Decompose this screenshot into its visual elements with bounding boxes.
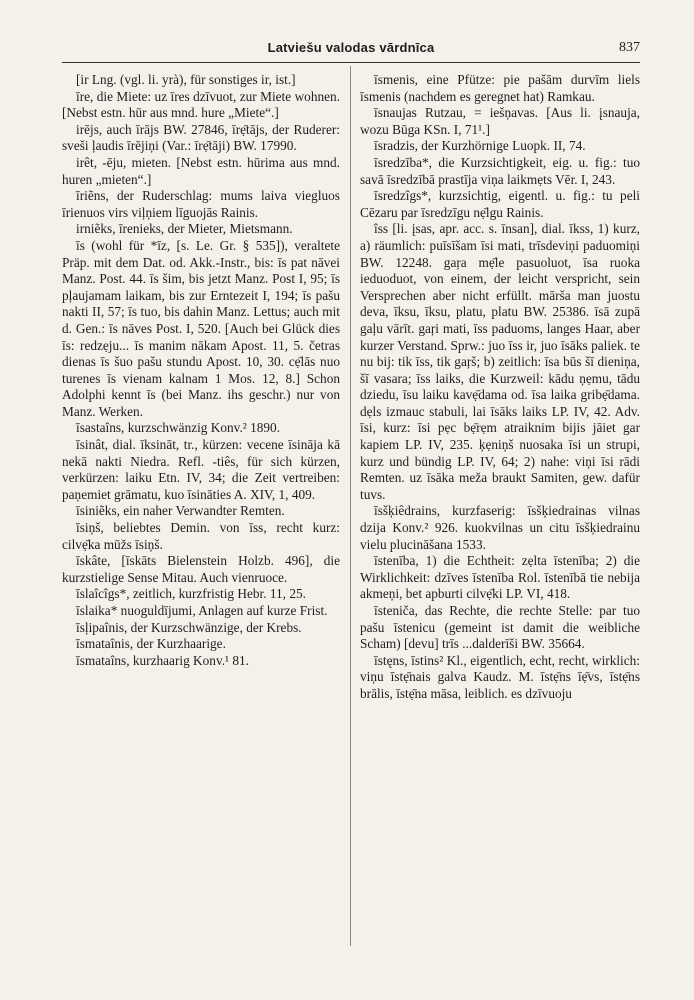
- dictionary-entry: īstenība, 1) die Echtheit: zẹlta īstenība; 2) die Wirklichkeit: dzīves īstenība Rol. īstenībā tie nebija akmeņi, bet apburti cilvẹ̄ki LP. VI, 418.: [360, 553, 640, 602]
- dictionary-entry: īsinât, dial. īksināt, tr., kürzen: vecene īsināja kā nekā nakti Niedra. Refl. -tiês, für sich kürzen, verkürzen: laiku Etn. IV, 34; die Zeit vertreiben: paņemiet grāmatu, kuo īsināties A. XIV, 1, 409.: [62, 437, 340, 502]
- dictionary-entry: īsšķiêdrains, kurzfaserig: īsšķiedrainas vilnas dzija Konv.² 926. kuokvilnas un citu īsšķiedrainu vielu plucināšana 1533.: [360, 503, 640, 552]
- column-divider: [350, 66, 351, 946]
- dictionary-entry: īsiņš, beliebtes Demin. von īss, recht kurz: cilvẹ̄ka mūžs īsiņš.: [62, 520, 340, 552]
- dictionary-entry: īsmenis, eine Pfütze: pie pašām durvīm liels īsmenis (nachdem es geregnet hat) Ramkau.: [360, 72, 640, 104]
- dictionary-entry: īstęns, īstins² Kl., eigentlich, echt, recht, wirklich: viņu īstẹ̄nais galva Kaudz. M. īstẹ̄ns īẹ̄vs, īstẹ̄ns brālis, īstẹ̄na māsa, leiblich. es dzīvuoju: [360, 652, 640, 701]
- dictionary-entry: īsradzis, der Kurzhörnige Luopk. II, 74.: [374, 138, 586, 154]
- dictionary-entry: īsteniča, das Rechte, die rechte Stelle: par tuo pašu īstenicu (gemeint ist damit die weibliche Scham) [devu] trīs ...dalderīši BW. 35664.: [360, 603, 640, 652]
- dictionary-entry: īsļipaînis, der Kurzschwänzige, der Krebs.: [76, 619, 302, 635]
- dictionary-entry: irējs, auch īrājs BW. 27846, īrẹ̄tājs, der Ruderer: sveši ļaudis īrējiņi (Var.: īrẹ̄tāji) BW. 17990.: [62, 121, 340, 154]
- dictionary-entry: īriẽns, der Ruderschlag: mums laiva viegluos īrienuos virs viļņiem līguojās Rainis.: [62, 188, 340, 220]
- dictionary-entry: īslaîcîgs*, zeitlich, kurzfristig Hebr. 11, 25.: [76, 586, 306, 602]
- dictionary-entry: īsredzîgs*, kurzsichtig, eigentl. u. fig.: tu peli Cēzaru par īsredzīgu nẹ̄lgu Rainis.: [360, 188, 640, 220]
- right-column: [360, 72, 640, 952]
- dictionary-entry: īsredzība*, die Kurzsichtigkeit, eig. u. fig.: tuo savā īsredzībā prastīja viņa laikmẹts Vēr. I, 243.: [360, 154, 640, 187]
- dictionary-entry: irniẽks, īrenieks, der Mieter, Mietsmann.: [76, 221, 293, 237]
- dictionary-entry: īsiniẽks, ein naher Verwandter Remten.: [76, 503, 285, 519]
- dictionary-entry: īsnaujas Rutzau, = iešņavas. [Aus li. įsnauja, wozu Būga KSn. I, 71¹.]: [360, 105, 640, 137]
- dictionary-entry: īsastaîns, kurzschwänzig Konv.² 1890.: [76, 420, 281, 436]
- dictionary-entry: īsmataînis, der Kurzhaarige.: [76, 636, 226, 652]
- dictionary-entry: [ir Lng. (vgl. li. yrà), für sonstiges ir, ist.]: [76, 72, 296, 87]
- left-column: [62, 72, 340, 952]
- dictionary-entry: īs (wohl für *īz, [s. Le. Gr. § 535]), veraltete Präp. mit dem Dat. od. Akk.-Instr., bis: īs pat nāvei Manz. Post. 44. īs šim, bis jetzt Manz. Post I, 95; īs pļaujamam laikam, bis zur Erntezeit I, 194; īs pašu nakti II, 57; īs tuo, bis dahin Manz. Lettus; auch mit d. Gen.: īs nāves Post. I, 520. [Auch bei Glück dies īs: redzẹju... īs manim nākam Apost. 11, 5. četras dienas īs šuo pašu stundu Apost. 10, 30. cẹ̄lās nuo turenes īs vienam kalnam 1 Mos. 12, 8.] Schon Adolphi kennt īs (bei Manz. ihs geschr.) nur von Manz. Werken.: [62, 237, 340, 419]
- dictionary-entry: irêt, -ēju, mieten. [Nebst estn. hūrima aus mnd. huren „mieten“.]: [62, 154, 340, 187]
- dictionary-entry: īskâte, [īskāts Bielenstein Holzb. 496], die kurzstielige Sense Mitau. Auch vienruoce.: [62, 553, 340, 585]
- dictionary-entry: īsmataîns, kurzhaarig Konv.¹ 81.: [76, 652, 249, 668]
- page-number: 837: [619, 40, 640, 55]
- dictionary-entry: īslaika* nuoguldījumi, Anlagen auf kurze Frist.: [76, 603, 328, 618]
- running-title: Latviešu valodas vārdnīca: [267, 40, 435, 55]
- dictionary-entry: īre, die Miete: uz īres dzīvuot, zur Miete wohnen. [Nebst estn. hūr aus mnd. hure „Miete“.]: [62, 88, 340, 121]
- dictionary-entry: îss [li. įsas, apr. acc. s. īnsan], dial. īkss, 1) kurz, a) räumlich: puīsīšam īsi mati, trīsdeviņi paduomiņi BW. 12248. gaŗa mẹ̄le pasuoluot, īsa ruoka ieduoduot, von einem, der leicht verspricht, sein Versprechen aber nicht erfüllt. mārša man juostu deva, īksu, īksu, platu, platu BW. 25386. īsā zupā gaļu vārīt. gaŗi mati, īss paduoms, langes Haar, aber kurzer Verstand. Sprw.: juo īss ir, juo īsāks paliek. te nu bij: tik īss, tik gaŗš; b) zeitlich: īsa būs šī dieniņa, šī vasara; īss laiks, die Kurzweil: kādu ņẹmu, tādu dziedu, īsu laiku kavẹ̄dama od. īsa laika gribẹ̄dama. dẹls izmauc stabuli, lai īsāks laiks LP. IV, 42. Adv. īsi, kurz: īsi pẹc bẹ̄rẹm atraiknim bijis jāiet gar kapiem LP. IV, 235. ķẹniņš nuosaka īsi un strupi, kurz und bündig LP. IV, 64; 2) nahe: viņi īsi rādi Remten. uz īsāka meža braukt Samiten, gew. dafür tuvs.: [360, 221, 640, 502]
- page-header: [62, 40, 640, 60]
- header-rule: [62, 62, 640, 63]
